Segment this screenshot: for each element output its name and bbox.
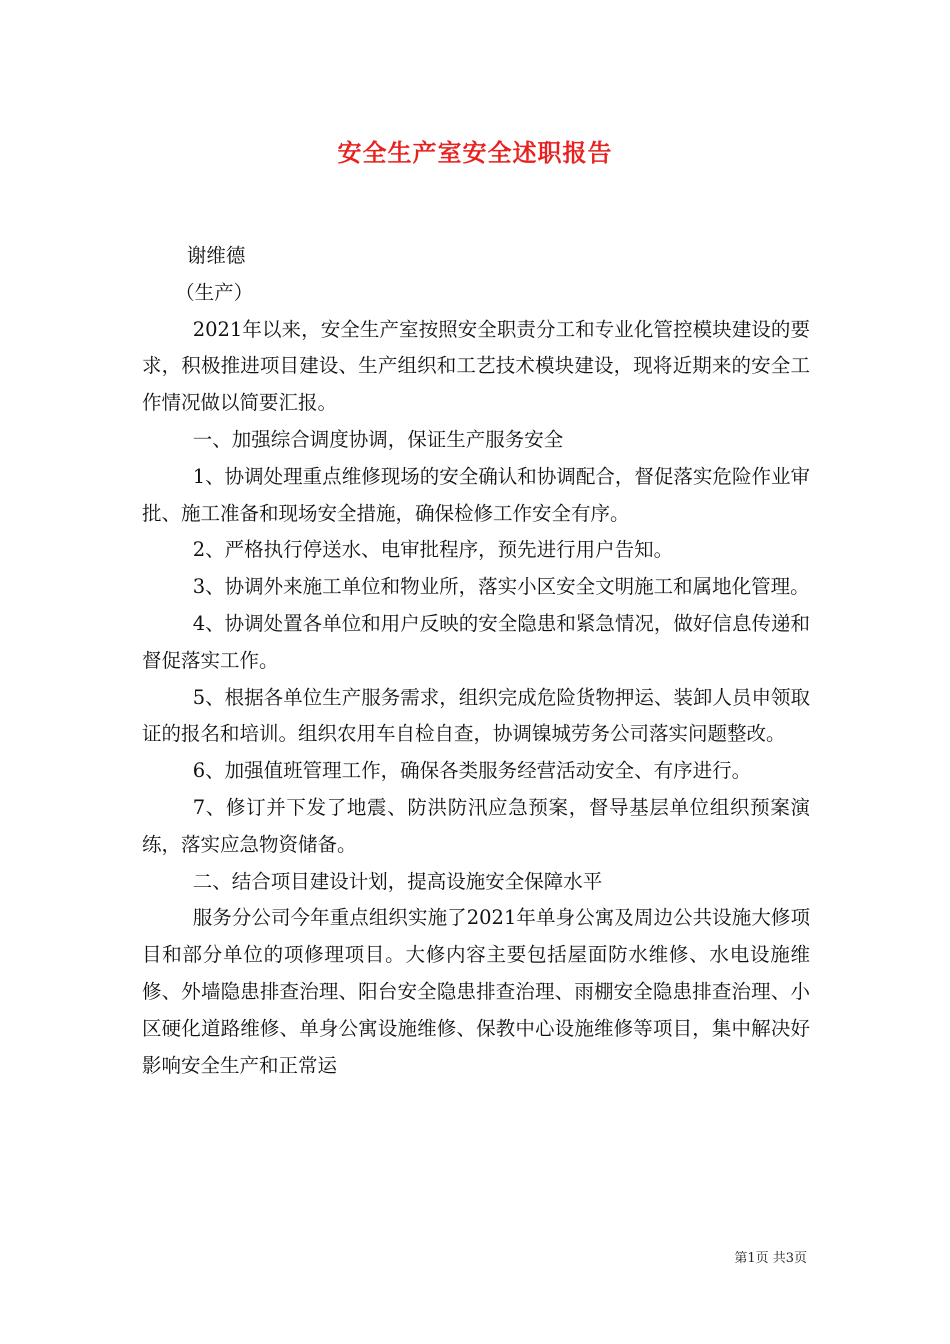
department-label: （生产）: [175, 280, 254, 304]
section-heading-1: 一、加强综合调度协调，保证生产服务安全: [192, 427, 564, 451]
paragraph-intro: 2021年以来，安全生产室按照安全职责分工和专业化管控模块建设的要求，积极推进项目建设、生产组织和工艺技术模块建设，现将近期来的安全工作情况做以简要汇报。: [142, 317, 810, 415]
paragraph-item-5: 5、根据各单位生产服务需求，组织完成危险货物押运、装卸人员申领取证的报名和培训。组织农用车自检自查，协调镍城劳务公司落实问题整改。: [142, 685, 810, 746]
paragraph-item-3: 3、协调外来施工单位和物业所，落实小区安全文明施工和属地化管理。: [192, 575, 810, 599]
document-title: 安全生产室安全述职报告: [337, 138, 613, 167]
page-number-footer: 第1页 共3页: [734, 1251, 807, 1266]
section-heading-2: 二、结合项目建设计划，提高设施安全保障水平: [192, 869, 603, 893]
paragraph-item-7: 7、修订并下发了地震、防洪防汛应急预案，督导基层单位组织预案演练，落实应急物资储备。: [142, 795, 810, 856]
paragraph-item-2: 2、严格执行停送水、电审批程序，预先进行用户告知。: [192, 538, 674, 562]
document-body: [142, 238, 810, 1084]
paragraph-item-1: 1、协调处理重点维修现场的安全确认和协调配合，督促落实危险作业审批、施工准备和现场安全措施，确保检修工作安全有序。: [142, 464, 810, 525]
paragraph-section-2: 服务分公司今年重点组织实施了2021年单身公寓及周边公共设施大修项目和部分单位的项修理项目。大修内容主要包括屋面防水维修、水电设施维修、外墙隐患排查治理、阳台安全隐患排查治理、雨棚安全隐患排查治理、小区硬化道路维修、单身公寓设施维修、保教中心设施维修等项目，集中解决好影响安全生产和正常运: [142, 906, 810, 1077]
paragraph-item-6: 6、加强值班管理工作，确保各类服务经营活动安全、有序进行。: [192, 759, 752, 783]
author-name: 谢维德: [186, 244, 246, 267]
paragraph-item-4: 4、协调处置各单位和用户反映的安全隐患和紧急情况，做好信息传递和督促落实工作。: [142, 611, 810, 672]
